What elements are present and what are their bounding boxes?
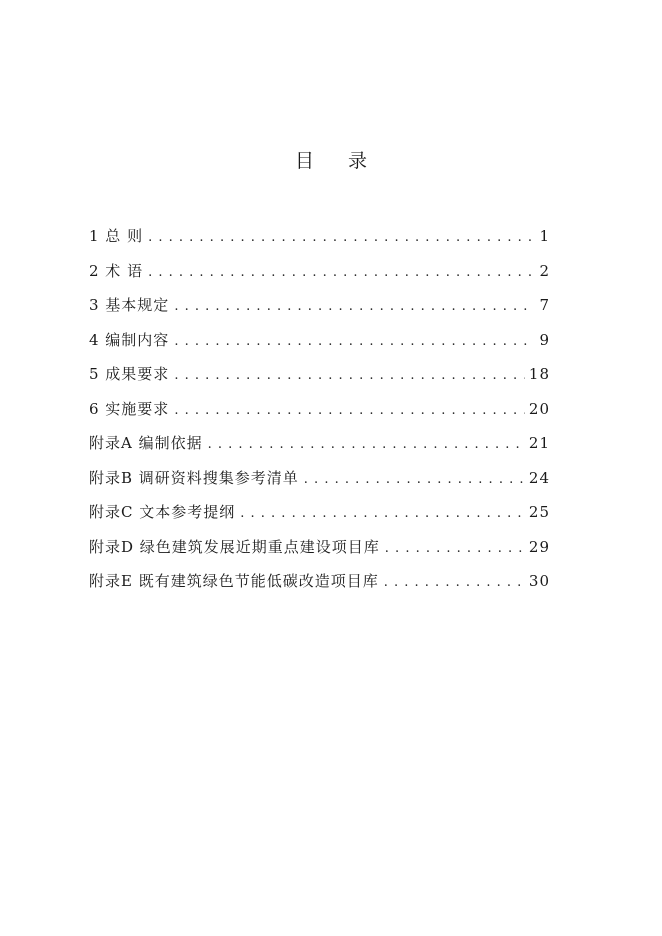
toc-entry[interactable] <box>89 291 550 326</box>
toc-page-number: 18 <box>528 365 550 383</box>
toc-dot-leader <box>240 500 525 528</box>
toc-entry-label: 附录E 既有建筑绿色节能低碳改造项目库 <box>89 572 379 590</box>
toc-page-number: 24 <box>528 468 550 487</box>
toc-entry[interactable] <box>89 464 550 499</box>
toc-page-number: 29 <box>528 537 550 556</box>
toc-page-number: 30 <box>528 572 550 590</box>
toc-dot-leader <box>148 259 534 287</box>
toc-entry[interactable] <box>89 360 550 395</box>
toc-page-number: 2 <box>539 261 550 280</box>
toc-dot-leader <box>384 569 525 597</box>
page-title: 目 录 <box>294 150 382 172</box>
toc-dot-leader <box>174 362 525 390</box>
toc-entry-label: 5 成果要求 <box>89 365 170 383</box>
toc-entry-label: 附录C 文本参考提纲 <box>89 503 236 521</box>
toc-page-number: 21 <box>528 434 550 452</box>
toc-page-number: 20 <box>528 399 550 418</box>
toc-entry[interactable] <box>89 498 550 533</box>
toc-entry-label: 附录B 调研资料搜集参考清单 <box>89 468 299 487</box>
toc-entry-label: 3 基本规定 <box>89 296 170 314</box>
toc-dot-leader <box>208 431 525 459</box>
toc-page-number: 25 <box>528 503 550 521</box>
toc-page-number: 1 <box>539 227 550 245</box>
toc-dot-leader <box>148 224 534 252</box>
toc-dot-leader <box>174 293 534 321</box>
toc-dot-leader <box>174 397 525 425</box>
toc-entry[interactable] <box>89 326 550 361</box>
toc-page-number: 9 <box>539 330 550 349</box>
toc-entry[interactable] <box>89 533 550 568</box>
toc-dot-leader <box>304 466 525 494</box>
toc-entry-label: 附录D 绿色建筑发展近期重点建设项目库 <box>89 537 380 556</box>
toc-page-number: 7 <box>539 296 550 314</box>
toc-entry-label: 4 编制内容 <box>89 330 170 349</box>
toc-dot-leader <box>385 535 525 563</box>
toc-entry-label: 2 术 语 <box>89 261 144 280</box>
toc-entry[interactable] <box>89 567 550 602</box>
table-of-contents <box>89 222 550 602</box>
toc-dot-leader <box>174 328 534 356</box>
toc-entry-label: 6 实施要求 <box>89 399 170 418</box>
toc-entry-label: 附录A 编制依据 <box>89 434 203 452</box>
toc-entry[interactable] <box>89 395 550 430</box>
toc-entry[interactable] <box>89 222 550 257</box>
toc-entry[interactable] <box>89 257 550 292</box>
toc-entry[interactable] <box>89 429 550 464</box>
toc-entry-label: 1 总 则 <box>89 227 144 245</box>
